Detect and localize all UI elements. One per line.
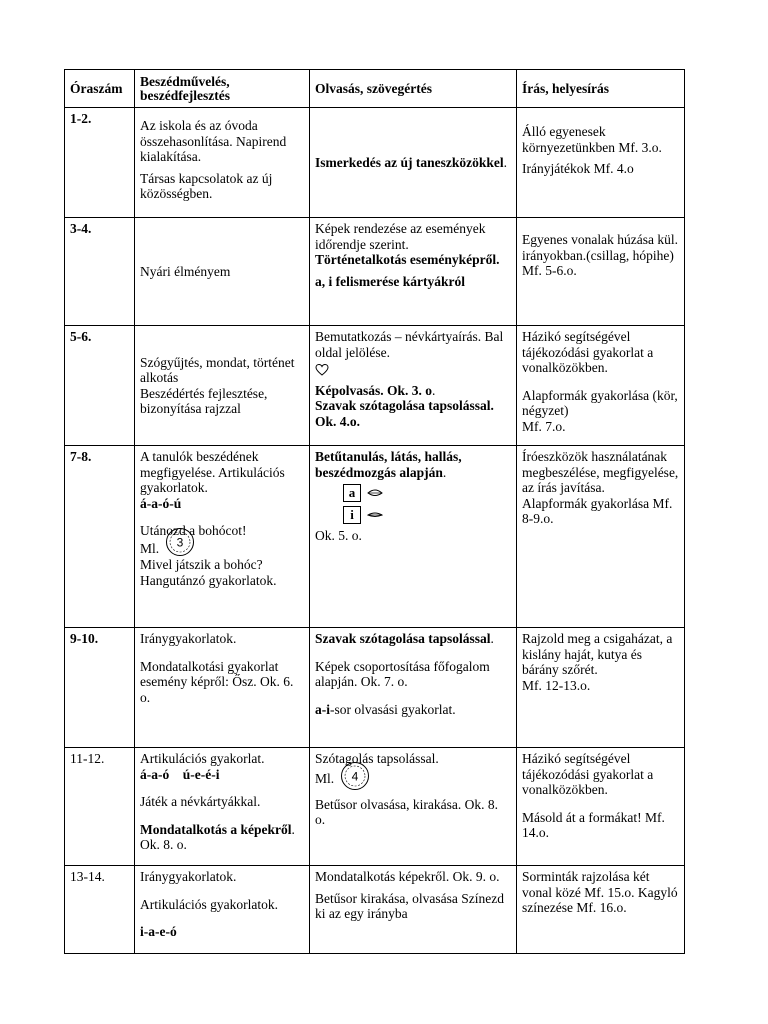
- cell-text: Egyenes vonalak húzása kül. irányokban.(csillag, hópihe) Mf. 5-6.o.: [522, 232, 678, 278]
- lips-icon: [367, 488, 383, 498]
- cell-text: Másold át a formákat! Mf. 14.o.: [522, 809, 665, 840]
- header-olvasas: Olvasás, szövegértés: [310, 70, 517, 108]
- cell-text: Mivel játszik a bohóc?: [140, 557, 263, 573]
- reading-cell: [310, 108, 517, 218]
- letter-box: i: [343, 506, 361, 524]
- cell-text: Mf. 12-13.o.: [522, 677, 591, 693]
- cell-text: Bemutatkozás – névkártyaírás. Bal oldal jelölése.: [315, 329, 504, 360]
- cell-text-bold: a-i: [315, 701, 330, 717]
- table-row: [65, 446, 685, 628]
- cell-text-bold: Szavak szótagolása tapsolással. Ok. 4.o.: [315, 398, 494, 429]
- speech-cell: [135, 748, 310, 866]
- cell-text: Artikulációs gyakorlatok.: [140, 896, 278, 912]
- cell-text-bold: Ismerkedés az új taneszközökkel: [315, 154, 504, 170]
- cell-text-bold: i-a-e-ó: [140, 924, 177, 939]
- header-oraszam: Óraszám: [65, 70, 135, 108]
- speech-cell: [135, 108, 310, 218]
- cell-text: Házikó segítségével tájékozódási gyakorlat a vonalközökben.: [522, 329, 654, 375]
- cell-text: Betűsor kirakása, olvasása Színezd ki az egy irányba: [315, 890, 504, 921]
- cell-text: Betűsor olvasása, kirakása. Ok. 8. o.: [315, 796, 498, 827]
- table-row: [65, 748, 685, 866]
- speech-cell: [135, 446, 310, 628]
- cell-text: -sor olvasási gyakorlat.: [330, 701, 456, 717]
- cell-text-bold: Mondatalkotás a képekről: [140, 821, 292, 837]
- cell-text-bold: á-a-ó-ú: [140, 495, 182, 511]
- clown-number: 3: [176, 535, 183, 550]
- writing-cell: [517, 218, 685, 326]
- cell-text: Íróeszközök használatának megbeszélése, megfigyelése, az írás javítása.: [522, 449, 679, 495]
- table-row: [65, 218, 685, 326]
- speech-cell: [135, 628, 310, 748]
- table-row: [65, 866, 685, 954]
- writing-cell: [517, 446, 685, 628]
- cell-text: Hangutánzó gyakorlatok.: [140, 572, 277, 588]
- cell-text: Sorminták rajzolása két vonal közé Mf. 15.o. Kagyló színezése Mf. 16.o.: [522, 869, 678, 915]
- reading-cell: [310, 748, 517, 866]
- header-iras: Írás, helyesírás: [517, 70, 685, 108]
- lesson-number: 13-14.: [65, 866, 135, 954]
- cell-text: Iránygyakorlatok.: [140, 631, 237, 646]
- cell-text: Alapformák gyakorlása (kör, négyzet): [522, 387, 678, 418]
- lesson-number: 3-4.: [65, 218, 135, 326]
- speech-cell: [135, 866, 310, 954]
- speech-cell: [135, 326, 310, 446]
- letter-card-a: [343, 484, 511, 502]
- cell-text: .: [442, 464, 447, 480]
- cell-text: Társas kapcsolatok az új közösségben.: [140, 170, 273, 201]
- cell-text-bold: Történetalkotás eseményképről.: [315, 252, 500, 267]
- table-row: [65, 108, 685, 218]
- header-beszedmuveles: Beszédművelés, beszédfejlesztés: [135, 70, 310, 108]
- cell-text-bold: á-a-ó ú-e-é-i: [140, 766, 220, 782]
- clown-badge-icon: [165, 527, 195, 557]
- cell-text: Artikulációs gyakorlat.: [140, 751, 265, 766]
- lesson-number: 9-10.: [65, 628, 135, 748]
- cell-text: Rajzold meg a csigaházat, a kislány haját, kutya és bárány szőrét.: [522, 631, 673, 677]
- writing-cell: [517, 628, 685, 748]
- cell-text: Mf. 7.o.: [522, 418, 566, 434]
- lesson-number: 5-6.: [65, 326, 135, 446]
- clown-badge-icon: [340, 761, 370, 791]
- cell-text: Képek csoportosítása főfogalom alapján. Ok. 7. o.: [315, 658, 490, 689]
- table-row: [65, 326, 685, 446]
- cell-text: . Ok. 8. o.: [140, 821, 295, 852]
- clown-number: 4: [351, 769, 358, 783]
- cell-text: Az iskola és az óvoda összehasonlítása. Napirend kialakítása.: [140, 118, 287, 164]
- cell-text: Iránygyakorlatok.: [140, 869, 237, 884]
- cell-text: Mondatalkotási gyakorlat esemény képről: Ősz. Ok. 6. o.: [140, 658, 294, 705]
- cell-text-bold: a, i felismerése kártyákról: [315, 273, 465, 289]
- cell-text: .: [432, 382, 436, 398]
- lesson-number: 11-12.: [65, 748, 135, 866]
- letter-card-i: [343, 506, 511, 524]
- cell-text: .: [490, 631, 494, 646]
- cell-text: .: [503, 154, 507, 170]
- lesson-number: 7-8.: [65, 446, 135, 628]
- cell-text: Képek rendezése az események időrendje szerint.: [315, 221, 486, 252]
- writing-cell: [517, 866, 685, 954]
- lesson-number: 1-2.: [65, 108, 135, 218]
- lesson-plan-table: [64, 69, 685, 954]
- cell-text-bold: Szavak szótagolása tapsolással: [315, 631, 491, 646]
- letter-box: a: [343, 484, 361, 502]
- heart-icon: [315, 363, 329, 377]
- cell-text: Irányjátékok Mf. 4.o: [522, 161, 634, 176]
- header-row: [65, 70, 685, 108]
- cell-text-bold: Képolvasás. Ok. 3. o: [315, 382, 433, 398]
- cell-text: Mondatalkotás képekről. Ok. 9. o.: [315, 869, 500, 884]
- reading-cell: [310, 218, 517, 326]
- cell-text: Ok. 5. o.: [315, 528, 362, 543]
- speech-cell: [135, 218, 310, 326]
- writing-cell: [517, 748, 685, 866]
- reading-cell: [310, 628, 517, 748]
- cell-text: Játék a névkártyákkal.: [140, 794, 261, 809]
- cell-text-bold: Betűtanulás, látás, hallás, beszédmozgás alapján: [315, 449, 462, 480]
- cell-text: Beszédértés fejlesztése, bizonyítása rajzzal: [140, 385, 268, 416]
- cell-text: Ml.: [315, 770, 335, 786]
- cell-text: Szógyűjtés, mondat, történet alkotás: [140, 354, 295, 385]
- cell-text: Házikó segítségével tájékozódási gyakorlat a vonalközökben.: [522, 751, 654, 797]
- cell-text: Utánozd a bohócot!: [140, 523, 247, 538]
- reading-cell: [310, 446, 517, 628]
- cell-text: Nyári élményem: [140, 263, 231, 279]
- cell-text: Szótagolás tapsolással.: [315, 751, 439, 766]
- cell-text: A tanulók beszédének megfigyelése. Artikulációs gyakorlatok.: [140, 449, 285, 495]
- reading-cell: [310, 326, 517, 446]
- reading-cell: [310, 866, 517, 954]
- cell-text: Alapformák gyakorlása Mf. 8-9.o.: [522, 495, 673, 526]
- lips-icon: [367, 510, 383, 520]
- table-row: [65, 628, 685, 748]
- cell-text: Álló egyenesek környezetünkben Mf. 3.o.: [522, 124, 662, 155]
- cell-text: Ml.: [140, 540, 160, 556]
- writing-cell: [517, 108, 685, 218]
- writing-cell: [517, 326, 685, 446]
